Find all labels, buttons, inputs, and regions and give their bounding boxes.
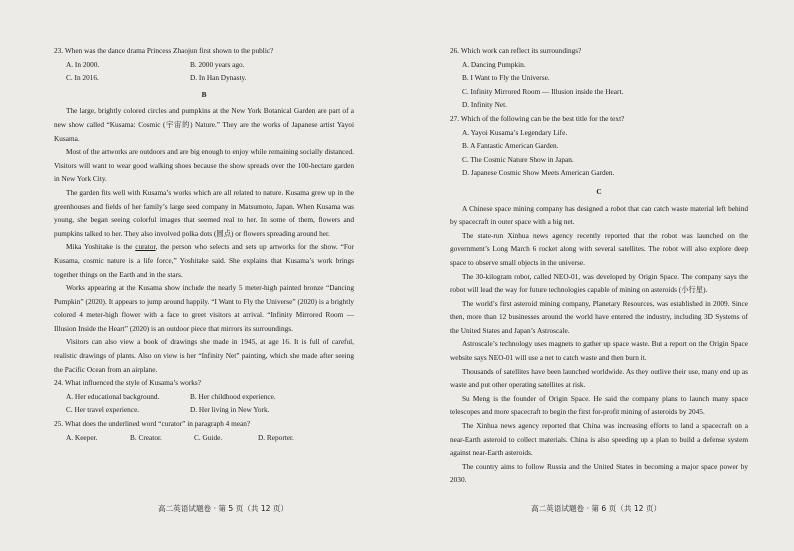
option-24d: D. Her living in New York. <box>190 405 270 415</box>
left-page-column <box>54 44 354 444</box>
option-23c: C. In 2016. <box>66 73 99 83</box>
option-26d: D. Infinity Net. <box>462 100 507 110</box>
option-27a: A. Yayoi Kusama’s Legendary Life. <box>462 127 568 137</box>
option-24a: A. Her educational background. <box>66 391 160 401</box>
passage-c-paragraph-2: The state-run Xinhua news agency recently reported that the robot was launched on the government’s Long March 6 rocket along with several satellites. The robot will also explore deep space to observe small objects in the universe. <box>450 230 748 267</box>
option-25c: C. Guide. <box>194 432 223 442</box>
question-23-options <box>54 58 354 85</box>
option-24c: C. Her travel experience. <box>66 405 140 415</box>
option-23b: B. 2000 years ago. <box>190 59 245 69</box>
option-25d: D. Reporter. <box>258 432 294 442</box>
option-26b: B. I Want to Fly the Universe. <box>462 73 550 83</box>
option-23a: A. In 2000. <box>66 59 100 69</box>
passage-c-paragraph-9: The country aims to follow Russia and the United States in becoming a major space power by 2030. <box>450 461 748 485</box>
question-26-stem: 26. Which work can reflect its surroundings? <box>450 46 582 55</box>
passage-c-paragraph-3: The 30-kilogram robot, called NEO-01, was developed by Origin Space. The company says the robot will lead the way for future technologies capable of mining on asteroids (小行星). <box>450 271 748 295</box>
passage-c-paragraph-8: The Xinhua news agency reported that China was increasing efforts to land a spacecraft on a near-Earth asteroid to collect materials. China is also speeding up a plan to build a defense system against near-Earth asteroids. <box>450 421 748 458</box>
option-26a: A. Dancing Pumpkin. <box>462 59 526 69</box>
para4-text-before: Mika Yoshitake is the <box>66 242 136 252</box>
passage-b-paragraph-1: The large, brightly colored circles and pumpkins at the New York Botanical Garden are part of a new show called “Kusama: Cosmic (宇宙的) Nature.” They are the works of Japanese artist Yayoi Kusama. <box>54 106 354 143</box>
option-25b: B. Creator. <box>130 432 162 442</box>
question-25-stem: 25. What does the underlined word “curator” in paragraph 4 mean? <box>54 419 251 429</box>
right-page-footer: 高二英语试题卷 · 第 6 页（共 12 页） <box>531 504 662 513</box>
option-26c: C. Infinity Mirrored Room — Illusion inside the Heart. <box>462 86 624 96</box>
passage-b-paragraph-2: Most of the artworks are outdoors and are big enough to enjoy while remaining socially distanced. Visitors will want to wear good walking shoes because the show spreads over the 100-hectare garden in New York City. <box>54 147 354 184</box>
option-23d: D. In Han Dynasty. <box>190 73 247 83</box>
question-23-stem: 23. When was the dance drama Princess Zhaojun first shown to the public? <box>54 46 274 55</box>
passage-c-paragraph-6: Thousands of satellites have been launched worldwide. As they outlive their use, many end up as waste and put other operating satellites at risk. <box>450 366 748 390</box>
section-c-title: C <box>596 186 602 196</box>
passage-b-paragraph-4 <box>54 240 354 281</box>
passage-b-paragraph-6: Visitors can also view a book of drawings she made in 1945, at age 16. It is full of careful, realistic drawings of plants. Also on view is her “Infinity Net” painting, which she made after seeing the Pacific Ocean from an airplane. <box>54 337 354 374</box>
passage-b-paragraph-5: Works appearing at the Kusama show include the nearly 5 meter-high painted bronze “Dancing Pumpkin” (2020). It appears to jump around happily. “I Want to Fly the Universe” (2020) is a brightly colored 4 meter-high flower with a face to greet visitors at arrival. “Infinity Mirrored Room — Illusion Inside the Heart” (2020) is an outdoor piece that mirrors its surroundings. <box>54 283 354 333</box>
passage-c-paragraph-7: Su Meng is the founder of Origin Space. He said the company plans to launch many space telescopes and more spacecraft to begin the first for-profit mining of asteroids by 2045. <box>450 393 748 417</box>
question-24-options <box>54 390 354 417</box>
passage-c-paragraph-1: A Chinese space mining company has designed a robot that can catch waste material left behind by spacecraft in outer space with a big net. <box>450 203 748 227</box>
passage-c-paragraph-5: Astroscale’s technology uses magnets to gather up space waste. But a report on the Origin Space website says NEO-01 will use a net to catch waste and then burn it. <box>450 339 748 363</box>
section-b-title: B <box>201 89 207 99</box>
passage-c-paragraph-4: The world’s first asteroid mining company, Planetary Resources, was established in 2009. Since then, more than 12 businesses around the world have entered the industry, including 3D Systems of the United States and Japan’s Astroscale. <box>450 298 748 335</box>
question-24-stem: 24. What influenced the style of Kusama’s works? <box>54 378 201 388</box>
option-25a: A. Keeper. <box>66 432 98 442</box>
passage-b-paragraph-3: The garden fits well with Kusama’s works which are all related to nature. Kusama grew up in the greenhouses and fields of her family’s large seed company in Matsumoto, Japan. When Kusama was young, she began seeing colorful images that seemed real to her. In some of them, flowers and pumpkins talked to her. They also involved polka dots (圆点) or flowers spreading around her. <box>54 187 354 238</box>
option-24b: B. Her childhood experience. <box>190 391 276 401</box>
option-27c: C. The Cosmic Nature Show in Japan. <box>462 154 574 164</box>
question-27-stem: 27. Which of the following can be the best title for the text? <box>450 113 625 123</box>
option-27d: D. Japanese Cosmic Show Meets American Garden. <box>462 168 615 178</box>
para4-text-after: , the person who selects and sets up artworks for the show. “For Kusama, cosmic nature is a life force,” Yoshitake said. She explains that Kusama’s work brings together things on the Earth and in the stars. <box>54 242 354 279</box>
option-27b: B. A Fantastic American Garden. <box>462 141 559 151</box>
underlined-word-curator: curator <box>135 242 156 252</box>
right-page-column <box>450 44 748 487</box>
left-page-footer: 高二英语试题卷 · 第 5 页（共 12 页） <box>158 504 289 513</box>
question-25-options <box>54 431 354 445</box>
